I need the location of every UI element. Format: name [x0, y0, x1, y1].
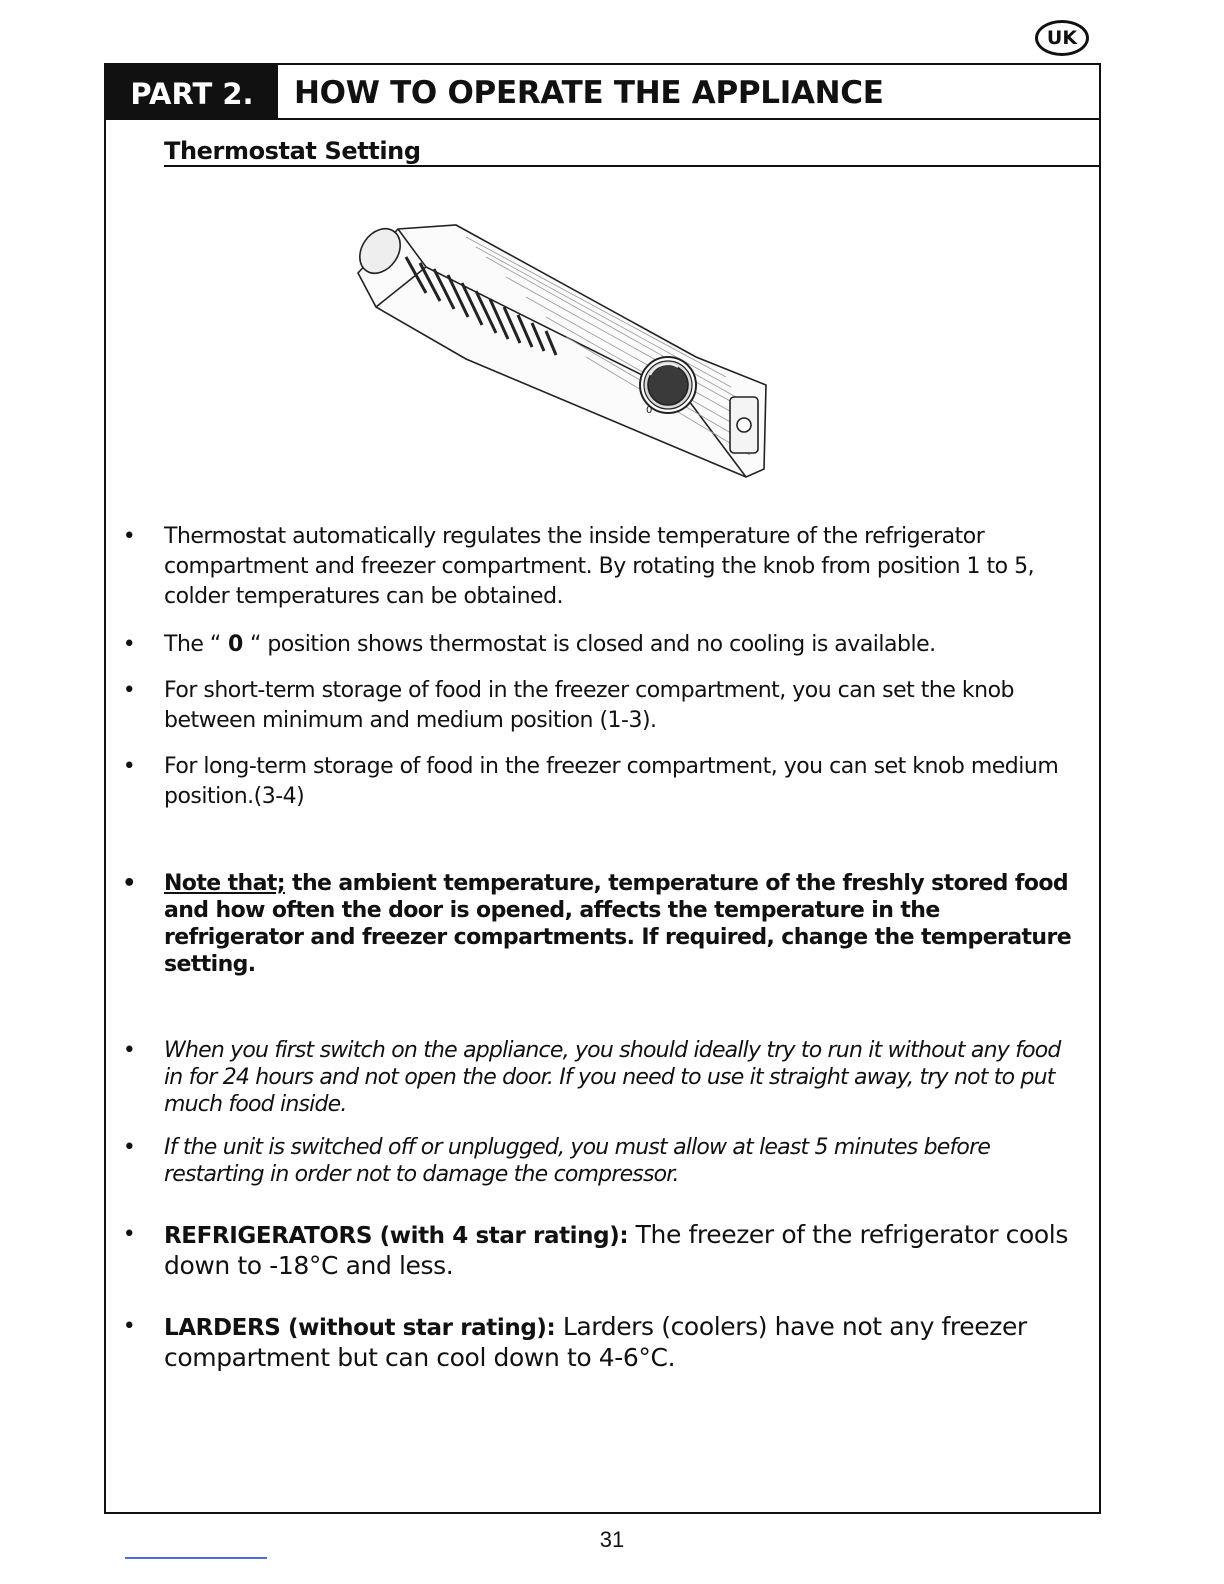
item-text-bold: 0: [220, 632, 250, 657]
item-text: Thermostat automatically regulates the inside temperature of the refrigerator compartment and freezer compartment. By rotating the knob from position 1 to 5, colder temperatures can be obtained.: [164, 524, 1035, 609]
item-text-end: “ position shows thermostat is closed and no cooling is available.: [249, 632, 936, 657]
refrigerators-label: REFRIGERATORS (with 4 star rating):: [164, 1223, 629, 1249]
refrigerators-text: The freezer of the refrigerator cools down to -18°C and less.: [164, 1220, 1068, 1280]
footer-link-underline: [125, 1557, 267, 1559]
note-label: Note that;: [164, 871, 285, 896]
bullet-icon: •: [122, 1314, 136, 1339]
page-title: HOW TO OPERATE THE APPLIANCE: [294, 75, 884, 111]
larders-label: LARDERS (without star rating):: [164, 1315, 556, 1341]
larders-text: Larders (coolers) have not any freezer compartment but can cool down to 4-6°C.: [164, 1312, 1027, 1372]
section-subtitle: Thermostat Setting: [164, 137, 421, 165]
item-text: If the unit is switched off or unplugged, you must allow at least 5 minutes before restarting in order not to damage the compressor.: [164, 1135, 991, 1187]
header-divider: [106, 118, 1099, 120]
note-text: the ambient temperature, temperature of the freshly stored food and how often the door is opened, affects the temperature in the refrigerator and freezer compartments. If required, change the temperature setting.: [164, 871, 1072, 977]
bullet-icon: •: [122, 632, 136, 657]
content-frame: [104, 63, 1101, 1514]
subtitle-underline: [164, 165, 1099, 167]
part-label: PART 2.: [106, 65, 278, 119]
thermostat-illustration: [346, 207, 786, 487]
item-text-start: The “: [164, 632, 221, 657]
bullet-icon: •: [122, 754, 136, 779]
bullet-icon: •: [122, 871, 136, 896]
bullet-icon: •: [122, 1038, 136, 1063]
bullet-icon: •: [122, 1222, 136, 1247]
list-item: [122, 676, 1084, 736]
country-badge: UK: [1035, 20, 1089, 56]
bullet-icon: •: [122, 678, 136, 703]
item-text: For short-term storage of food in the freezer compartment, you can set the knob between minimum and medium position (1-3).: [164, 678, 1014, 733]
bullet-icon: •: [122, 524, 136, 549]
list-item: [122, 522, 1084, 612]
item-text: For long-term storage of food in the freezer compartment, you can set knob medium position.(3-4): [164, 754, 1059, 809]
list-item: [122, 630, 1084, 660]
item-text: When you first switch on the appliance, you should ideally try to run it without any food in for 24 hours and not open the door. If you need to use it straight away, try not to put much food inside.: [164, 1038, 1061, 1117]
knob-position-label: 0: [646, 405, 653, 416]
page-number: 31: [599, 1527, 625, 1552]
list-item: [122, 752, 1084, 812]
note-item: [122, 870, 1084, 978]
list-item: [122, 1134, 1084, 1188]
list-item: [122, 1312, 1084, 1373]
list-item: [122, 1220, 1084, 1281]
bullet-icon: •: [122, 1135, 136, 1160]
list-item: [122, 1037, 1084, 1118]
